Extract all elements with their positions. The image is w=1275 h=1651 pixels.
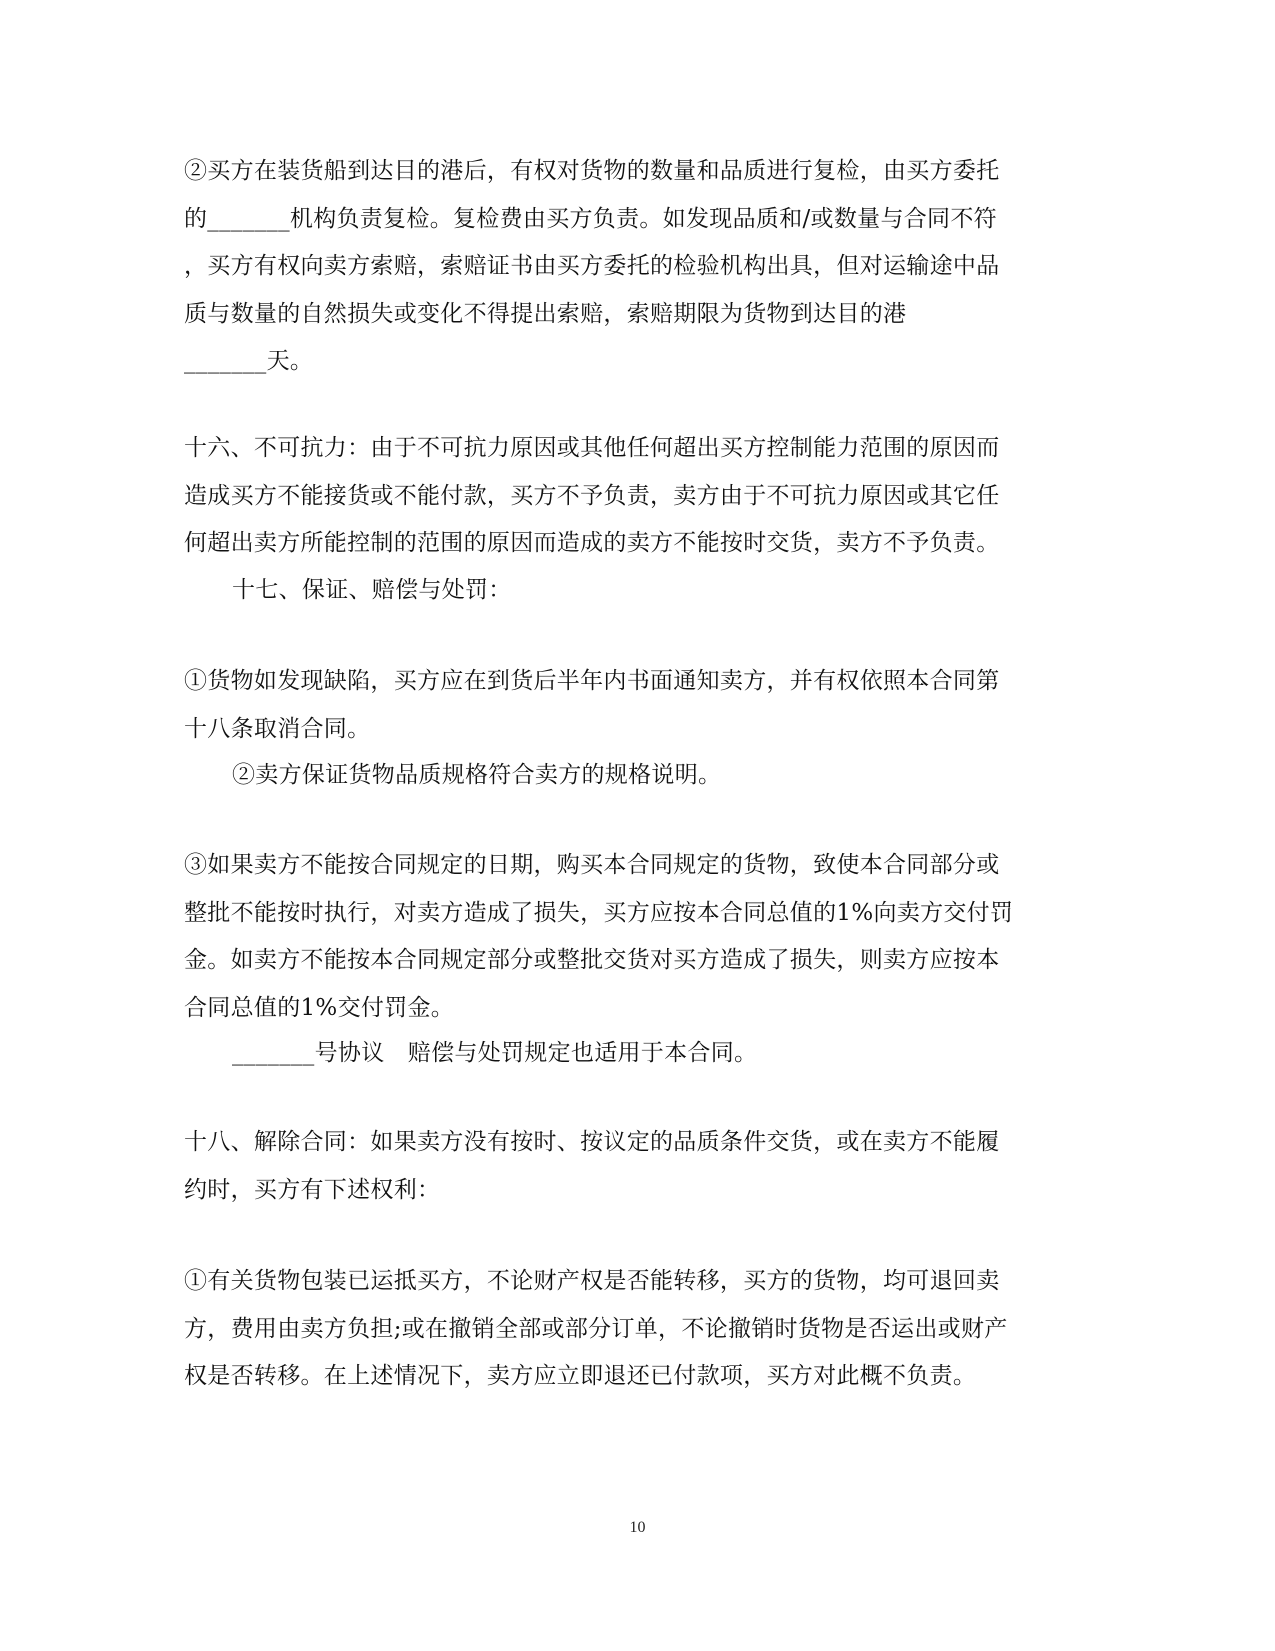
text-line: ，买方有权向卖方索赔，索赔证书由买方委托的检验机构出具，但对运输途中品 xyxy=(184,253,1000,279)
text-line: ①货物如发现缺陷，买方应在到货后半年内书面通知卖方，并有权依照本合同第 xyxy=(184,668,1000,694)
text-line: 造成买方不能接货或不能付款，买方不予负责，卖方由于不可抗力原因或其它任 xyxy=(184,482,1000,509)
text-line: _______天。 xyxy=(184,348,314,374)
clause-17-item-2 xyxy=(232,752,1112,800)
text-line: 约时，买方有下述权利： xyxy=(184,1176,441,1203)
page-number: 10 xyxy=(629,1519,646,1536)
text-line: 十八条取消合同。 xyxy=(184,715,371,742)
clause-18-item-1 xyxy=(184,1258,1064,1401)
text-line: 方，费用由卖方负担;或在撤销全部或部分订单，不论撤销时货物是否运出或财产 xyxy=(184,1315,1008,1342)
text-line: 质与数量的自然损失或变化不得提出索赔，索赔期限为货物到达目的港 xyxy=(184,300,907,327)
text-line: 合同总值的1%交付罚金。 xyxy=(184,994,455,1021)
text-line: ①有关货物包装已运抵买方，不论财产权是否能转移，买方的货物，均可退回卖 xyxy=(184,1268,1000,1294)
clause-16-force-majeure xyxy=(184,425,1064,568)
clause-18-termination xyxy=(184,1119,1064,1214)
clause-17-item-1 xyxy=(184,658,1064,753)
text-line: _______号协议 赔偿与处罚规定也适用于本合同。 xyxy=(232,1040,758,1066)
clause-15-item-2 xyxy=(184,148,1064,386)
text-line: 何超出卖方所能控制的范围的原因而造成的卖方不能按时交货，卖方不予负责。 xyxy=(184,530,1000,556)
clause-17-item-3 xyxy=(184,842,1064,1032)
text-line: 十八、解除合同：如果卖方没有按时、按议定的品质条件交货，或在卖方不能履 xyxy=(184,1129,1000,1155)
text-line: ②买方在装货船到达目的港后，有权对货物的数量和品质进行复检，由买方委托 xyxy=(184,158,1000,184)
text-line: 金。如卖方不能按本合同规定部分或整批交货对买方造成了损失，则卖方应按本 xyxy=(184,947,1000,973)
text-line: 整批不能按时执行，对卖方造成了损失，买方应按本合同总值的1%向卖方交付罚 xyxy=(184,899,1014,926)
clause-17-heading xyxy=(232,567,1112,615)
clause-17-agreement-reference xyxy=(232,1030,1112,1078)
text-line: ③如果卖方不能按合同规定的日期，购买本合同规定的货物，致使本合同部分或 xyxy=(184,852,1000,878)
text-line: 十六、不可抗力：由于不可抗力原因或其他任何超出买方控制能力范围的原因而 xyxy=(184,435,1000,461)
text-line: 权是否转移。在上述情况下，卖方应立即退还已付款项，买方对此概不负责。 xyxy=(184,1363,977,1389)
text-line: 的_______机构负责复检。复检费由买方负责。如发现品质和/或数量与合同不符 xyxy=(184,205,997,232)
text-line: 十七、保证、赔偿与处罚： xyxy=(232,577,512,603)
text-line: ②卖方保证货物品质规格符合卖方的规格说明。 xyxy=(232,762,722,788)
